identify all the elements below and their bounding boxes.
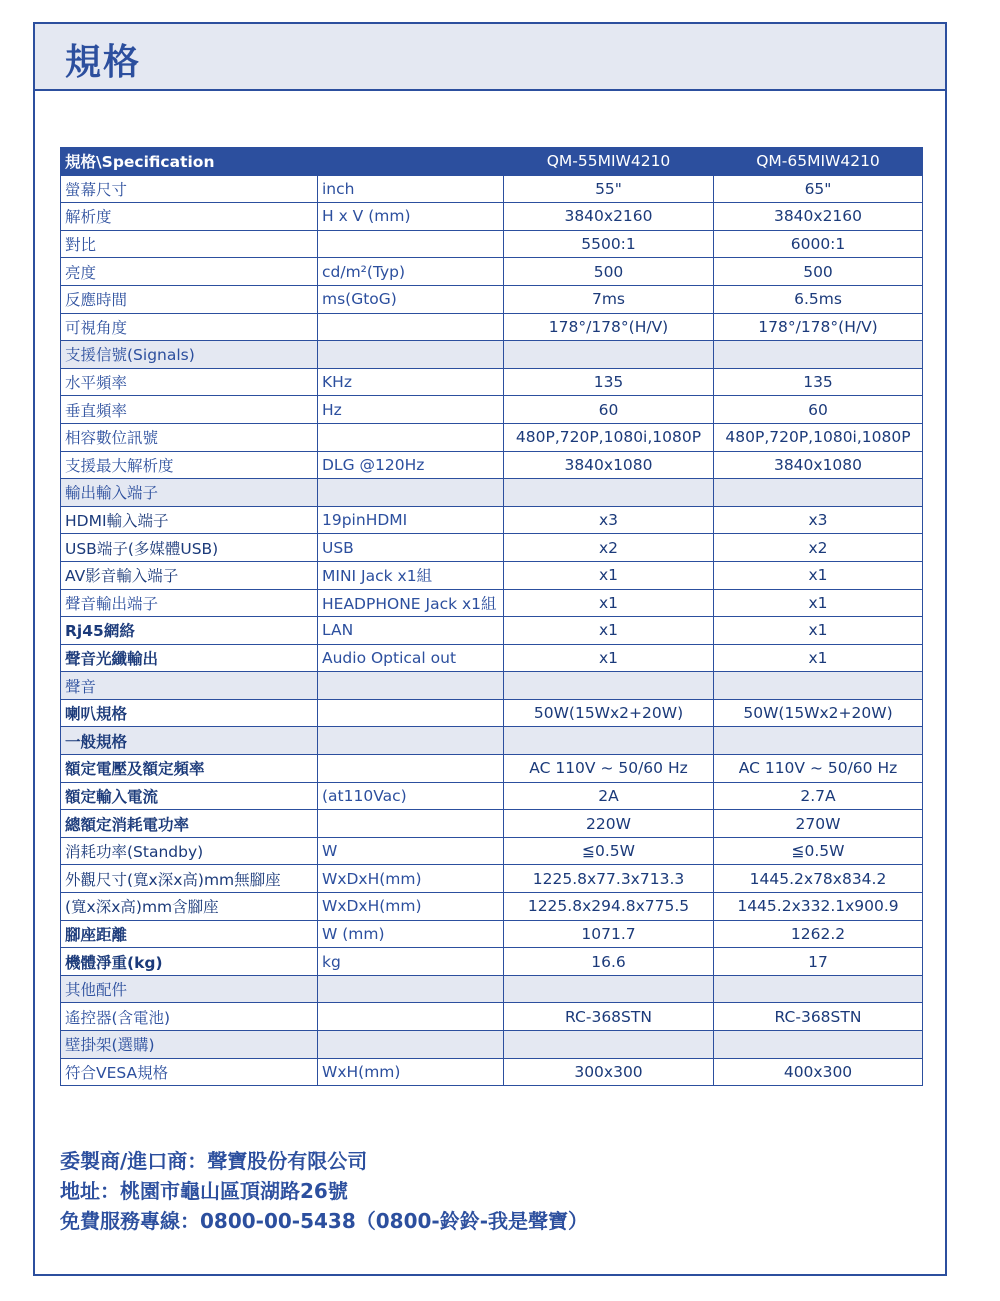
spec-value-model-1 xyxy=(504,727,714,755)
spec-value-model-1: 5500:1 xyxy=(504,230,714,258)
spec-value-model-2: 60 xyxy=(714,396,923,424)
spec-name: 外觀尺寸(寬x深x高)mm無腳座 xyxy=(61,865,318,893)
spec-name: HDMI輸入端子 xyxy=(61,506,318,534)
header-unit xyxy=(318,148,504,176)
spec-value-model-1: 1225.8x77.3x713.3 xyxy=(504,865,714,893)
spec-name: 額定輸入電流 xyxy=(61,782,318,810)
spec-value-model-1: 480P,720P,1080i,1080P xyxy=(504,423,714,451)
spec-name: 解析度 xyxy=(61,203,318,231)
spec-value-model-2: 1445.2x78x834.2 xyxy=(714,865,923,893)
spec-value-model-2 xyxy=(714,479,923,507)
spec-table xyxy=(60,147,923,1086)
spec-name: AV影音輸入端子 xyxy=(61,561,318,589)
spec-value-model-1: 50W(15Wx2+20W) xyxy=(504,699,714,727)
spec-unit xyxy=(318,313,504,341)
spec-value-model-1: x3 xyxy=(504,506,714,534)
spec-unit: WxH(mm) xyxy=(318,1058,504,1086)
spec-value-model-1 xyxy=(504,1031,714,1059)
spec-unit: (at110Vac) xyxy=(318,782,504,810)
spec-unit: kg xyxy=(318,948,504,976)
spec-value-model-2: 65" xyxy=(714,175,923,203)
header-label: 規格\Specification xyxy=(61,148,318,176)
table-row xyxy=(61,258,923,286)
spec-value-model-2: 500 xyxy=(714,258,923,286)
spec-unit: WxDxH(mm) xyxy=(318,865,504,893)
spec-name: 腳座距離 xyxy=(61,920,318,948)
spec-value-model-1: 16.6 xyxy=(504,948,714,976)
spec-value-model-1: 178°/178°(H/V) xyxy=(504,313,714,341)
spec-name: 螢幕尺寸 xyxy=(61,175,318,203)
spec-value-model-1 xyxy=(504,672,714,700)
spec-unit: Audio Optical out xyxy=(318,644,504,672)
spec-value-model-2: 2.7A xyxy=(714,782,923,810)
spec-name: 喇叭規格 xyxy=(61,699,318,727)
page-title: 規格 xyxy=(65,42,142,83)
spec-value-model-2: ≦0.5W xyxy=(714,837,923,865)
table-row xyxy=(61,948,923,976)
table-row xyxy=(61,672,923,700)
table-row xyxy=(61,920,923,948)
table-row xyxy=(61,810,923,838)
spec-name: 額定電壓及額定頻率 xyxy=(61,755,318,783)
spec-name: 機體淨重(kg) xyxy=(61,948,318,976)
table-row xyxy=(61,368,923,396)
table-row xyxy=(61,451,923,479)
spec-value-model-1 xyxy=(504,975,714,1003)
header-model-2: QM-65MIW4210 xyxy=(714,148,923,176)
spec-value-model-1: 220W xyxy=(504,810,714,838)
table-row xyxy=(61,975,923,1003)
header-model-1: QM-55MIW4210 xyxy=(504,148,714,176)
spec-value-model-2 xyxy=(714,672,923,700)
spec-name: 壁掛架(選購) xyxy=(61,1031,318,1059)
spec-unit xyxy=(318,341,504,369)
hotline-line: 免費服務專線：0800-00-5438（0800-鈴鈴-我是聲寶） xyxy=(60,1209,589,1233)
spec-unit: HEADPHONE Jack x1組 xyxy=(318,589,504,617)
spec-value-model-1: ≦0.5W xyxy=(504,837,714,865)
spec-name: 反應時間 xyxy=(61,285,318,313)
spec-unit: 19pinHDMI xyxy=(318,506,504,534)
spec-unit: inch xyxy=(318,175,504,203)
spec-name: 水平頻率 xyxy=(61,368,318,396)
spec-name: 亮度 xyxy=(61,258,318,286)
spec-value-model-2: 3840x2160 xyxy=(714,203,923,231)
spec-value-model-1: 1071.7 xyxy=(504,920,714,948)
spec-name: 符合VESA規格 xyxy=(61,1058,318,1086)
spec-value-model-2: 270W xyxy=(714,810,923,838)
spec-value-model-2: 50W(15Wx2+20W) xyxy=(714,699,923,727)
spec-value-model-1: x1 xyxy=(504,561,714,589)
table-row xyxy=(61,396,923,424)
table-row xyxy=(61,175,923,203)
spec-unit xyxy=(318,755,504,783)
spec-value-model-1 xyxy=(504,341,714,369)
spec-unit: USB xyxy=(318,534,504,562)
table-header-row xyxy=(61,148,923,176)
table-row xyxy=(61,230,923,258)
table-row xyxy=(61,313,923,341)
manufacturer-info xyxy=(60,1146,588,1236)
spec-value-model-1: x1 xyxy=(504,644,714,672)
table-row xyxy=(61,1058,923,1086)
table-row xyxy=(61,865,923,893)
spec-unit: cd/m²(Typ) xyxy=(318,258,504,286)
spec-value-model-2: x2 xyxy=(714,534,923,562)
table-row xyxy=(61,699,923,727)
spec-unit xyxy=(318,1003,504,1031)
spec-name: 聲音光纖輸出 xyxy=(61,644,318,672)
table-row xyxy=(61,644,923,672)
table-row xyxy=(61,534,923,562)
spec-name: 支援最大解析度 xyxy=(61,451,318,479)
spec-unit: H x V (mm) xyxy=(318,203,504,231)
spec-value-model-2 xyxy=(714,1031,923,1059)
spec-value-model-1: RC-368STN xyxy=(504,1003,714,1031)
spec-unit xyxy=(318,810,504,838)
table-row xyxy=(61,782,923,810)
spec-value-model-1: 300x300 xyxy=(504,1058,714,1086)
spec-value-model-1: 3840x1080 xyxy=(504,451,714,479)
spec-unit xyxy=(318,479,504,507)
table-row xyxy=(61,341,923,369)
table-row xyxy=(61,589,923,617)
spec-value-model-1: 1225.8x294.8x775.5 xyxy=(504,893,714,921)
spec-name: 可視角度 xyxy=(61,313,318,341)
spec-name: 輸出輸入端子 xyxy=(61,479,318,507)
table-row xyxy=(61,203,923,231)
spec-unit xyxy=(318,423,504,451)
spec-unit xyxy=(318,975,504,1003)
spec-unit xyxy=(318,727,504,755)
table-row xyxy=(61,285,923,313)
spec-value-model-2: 6000:1 xyxy=(714,230,923,258)
spec-value-model-1: AC 110V ~ 50/60 Hz xyxy=(504,755,714,783)
spec-value-model-2: 178°/178°(H/V) xyxy=(714,313,923,341)
spec-value-model-2: x3 xyxy=(714,506,923,534)
spec-name: 總額定消耗電功率 xyxy=(61,810,318,838)
spec-value-model-2: 135 xyxy=(714,368,923,396)
table-row xyxy=(61,1003,923,1031)
spec-value-model-2 xyxy=(714,727,923,755)
spec-value-model-1: 500 xyxy=(504,258,714,286)
spec-unit: DLG @120Hz xyxy=(318,451,504,479)
spec-value-model-2: 3840x1080 xyxy=(714,451,923,479)
spec-value-model-2: x1 xyxy=(714,561,923,589)
spec-value-model-1: x1 xyxy=(504,589,714,617)
spec-unit: MINI Jack x1組 xyxy=(318,561,504,589)
table-row xyxy=(61,479,923,507)
spec-unit xyxy=(318,230,504,258)
spec-unit: LAN xyxy=(318,617,504,645)
spec-value-model-2 xyxy=(714,341,923,369)
spec-value-model-2: AC 110V ~ 50/60 Hz xyxy=(714,755,923,783)
spec-name: Rj45網絡 xyxy=(61,617,318,645)
spec-value-model-1: 135 xyxy=(504,368,714,396)
spec-value-model-2: 480P,720P,1080i,1080P xyxy=(714,423,923,451)
spec-value-model-1: x1 xyxy=(504,617,714,645)
spec-value-model-1 xyxy=(504,479,714,507)
table-row xyxy=(61,837,923,865)
spec-unit: Hz xyxy=(318,396,504,424)
spec-name: 其他配件 xyxy=(61,975,318,1003)
spec-value-model-1: 55" xyxy=(504,175,714,203)
spec-unit xyxy=(318,672,504,700)
spec-value-model-2: 1262.2 xyxy=(714,920,923,948)
spec-frame xyxy=(33,22,947,1276)
spec-value-model-1: 60 xyxy=(504,396,714,424)
table-row xyxy=(61,506,923,534)
importer-line: 委製商/進口商：聲寶股份有限公司 xyxy=(60,1149,368,1173)
spec-value-model-2: 17 xyxy=(714,948,923,976)
spec-name: 遙控器(含電池) xyxy=(61,1003,318,1031)
table-row xyxy=(61,893,923,921)
spec-value-model-2: 6.5ms xyxy=(714,285,923,313)
table-row xyxy=(61,617,923,645)
spec-name: 垂直頻率 xyxy=(61,396,318,424)
spec-value-model-1: 2A xyxy=(504,782,714,810)
table-row xyxy=(61,1031,923,1059)
title-bar xyxy=(35,24,945,91)
spec-name: (寬x深x高)mm含腳座 xyxy=(61,893,318,921)
address-line: 地址：桃園市龜山區頂湖路26號 xyxy=(60,1179,348,1203)
spec-value-model-2: x1 xyxy=(714,589,923,617)
spec-unit: KHz xyxy=(318,368,504,396)
spec-unit: WxDxH(mm) xyxy=(318,893,504,921)
spec-value-model-2: x1 xyxy=(714,617,923,645)
table-row xyxy=(61,423,923,451)
spec-value-model-1: 3840x2160 xyxy=(504,203,714,231)
table-row xyxy=(61,561,923,589)
spec-name: 一般規格 xyxy=(61,727,318,755)
spec-value-model-2: 400x300 xyxy=(714,1058,923,1086)
spec-name: USB端子(多媒體USB) xyxy=(61,534,318,562)
spec-value-model-2 xyxy=(714,975,923,1003)
spec-value-model-1: 7ms xyxy=(504,285,714,313)
spec-unit xyxy=(318,1031,504,1059)
table-row xyxy=(61,755,923,783)
spec-value-model-2: RC-368STN xyxy=(714,1003,923,1031)
spec-name: 聲音輸出端子 xyxy=(61,589,318,617)
spec-name: 支援信號(Signals) xyxy=(61,341,318,369)
spec-name: 消耗功率(Standby) xyxy=(61,837,318,865)
spec-unit: W xyxy=(318,837,504,865)
spec-unit: W (mm) xyxy=(318,920,504,948)
spec-unit xyxy=(318,699,504,727)
spec-value-model-2: 1445.2x332.1x900.9 xyxy=(714,893,923,921)
spec-value-model-2: x1 xyxy=(714,644,923,672)
table-row xyxy=(61,727,923,755)
spec-value-model-1: x2 xyxy=(504,534,714,562)
spec-name: 聲音 xyxy=(61,672,318,700)
spec-name: 對比 xyxy=(61,230,318,258)
spec-name: 相容數位訊號 xyxy=(61,423,318,451)
spec-unit: ms(GtoG) xyxy=(318,285,504,313)
